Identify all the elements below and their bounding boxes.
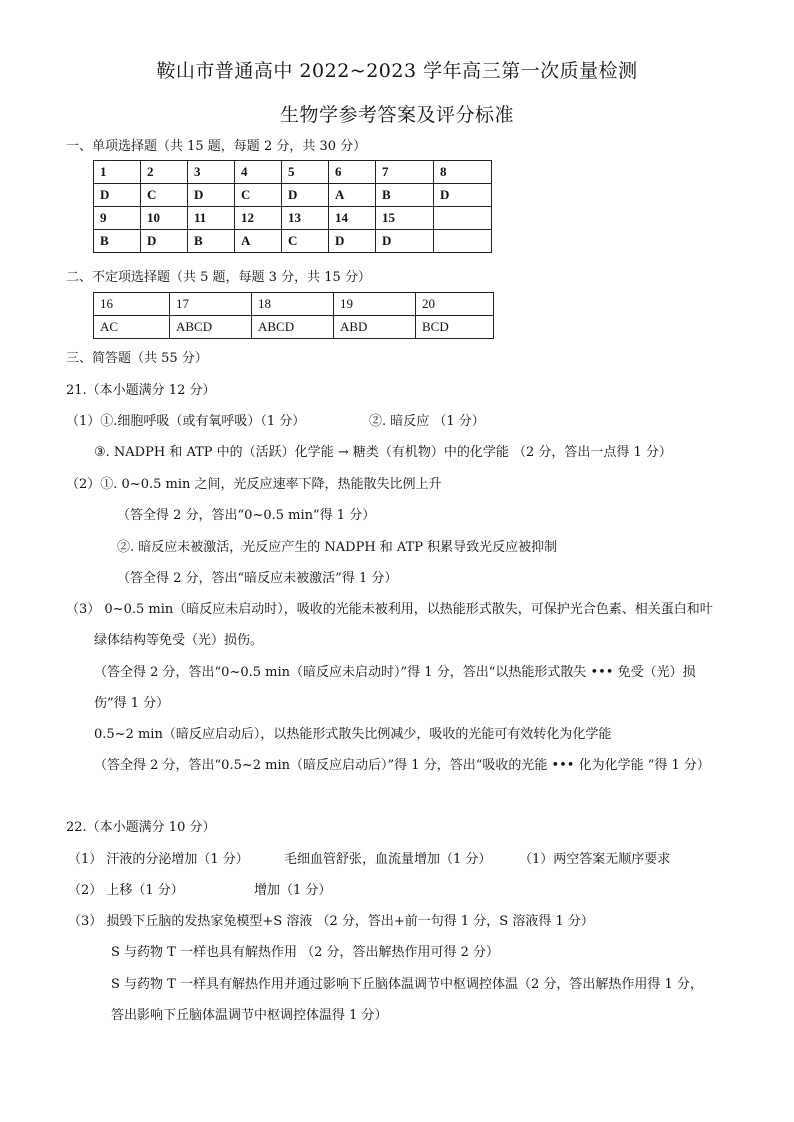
q22-answer-3-2: S 与药物 T 一样也具有解热作用 （2 分，答出解热作用可得 2 分） xyxy=(111,945,500,960)
table-cell: 16 xyxy=(94,293,170,316)
table-cell: 3 xyxy=(188,161,235,184)
table-cell: D xyxy=(329,230,376,253)
table-cell: 20 xyxy=(416,293,494,316)
page-title: 鞍山市普通高中 2022~2023 学年高三第一次质量检测 xyxy=(156,60,638,82)
q22-answer-1-1: （1） 汗液的分泌增加（1 分） xyxy=(68,852,249,867)
page-subtitle: 生物学参考答案及评分标准 xyxy=(279,104,514,126)
q21-answer-3-1-cont: 绿体结构等免受（光）损伤。 xyxy=(94,633,264,648)
table-cell: 9 xyxy=(94,207,141,230)
table-cell: D xyxy=(141,230,188,253)
table-cell: AC xyxy=(94,316,170,339)
table-cell xyxy=(434,230,492,253)
multiple-choice-answer-table xyxy=(93,292,494,339)
q22-answer-2-1: （2） 上移（1 分） xyxy=(68,883,184,898)
table-row xyxy=(94,293,494,316)
table-cell: 6 xyxy=(329,161,376,184)
table-row xyxy=(94,230,492,253)
table-cell: BCD xyxy=(416,316,494,339)
table-cell: D xyxy=(94,184,141,207)
table-cell: 5 xyxy=(282,161,329,184)
q21-answer-3-2: 0.5~2 min（暗反应启动后），以热能形式散失比例减少，吸收的光能可有效转化为化学能 xyxy=(94,727,612,742)
table-cell: 8 xyxy=(434,161,492,184)
table-cell: D xyxy=(434,184,492,207)
table-cell: ABD xyxy=(334,316,416,339)
q22-answer-2-2: 增加（1 分） xyxy=(254,883,332,898)
q21-answer-1-2: ②. 暗反应 （1 分） xyxy=(369,414,485,429)
q22-answer-1-2: 毛细血管舒张，血流量增加（1 分） xyxy=(284,852,492,867)
table-cell: B xyxy=(94,230,141,253)
single-choice-answer-table xyxy=(93,160,492,253)
table-cell: 10 xyxy=(141,207,188,230)
q22-answer-3-3-cont: 答出影响下丘脑体温调节中枢调控体温得 1 分） xyxy=(111,1008,388,1023)
q21-answer-1-1: （1）①.细胞呼吸（或有氧呼吸）（1 分） xyxy=(66,414,306,429)
q21-scoring-3-1-cont: 伤”得 1 分） xyxy=(94,696,170,711)
table-cell: C xyxy=(235,184,282,207)
section3-heading: 三、简答题（共 55 分） xyxy=(66,351,208,366)
q22-answer-3-3: S 与药物 T 一样具有解热作用并通过影响下丘脑体温调节中枢调控体温（2 分，答出解热作用得 1 分， xyxy=(111,977,703,992)
table-cell: D xyxy=(376,230,434,253)
table-cell: C xyxy=(282,230,329,253)
q21-answer-2-1: （2）①. 0~0.5 min 之间，光反应速率下降，热能散失比例上升 xyxy=(66,477,442,492)
section2-heading: 二、不定项选择题（共 5 题，每题 3 分，共 15 分） xyxy=(66,270,371,285)
q21-scoring-3-2: （答全得 2 分，答出“0.5~2 min（暗反应启动后）”得 1 分，答出“吸收的光能 ••• 化为化学能 ”得 1 分） xyxy=(94,758,710,773)
table-cell: B xyxy=(188,230,235,253)
table-cell: 11 xyxy=(188,207,235,230)
table-cell: B xyxy=(376,184,434,207)
q21-scoring-3-1: （答全得 2 分，答出“0~0.5 min（暗反应未启动时）”得 1 分，答出“以热能形式散失 ••• 免受（光）损 xyxy=(94,665,696,680)
table-cell: 18 xyxy=(252,293,334,316)
q21-answer-3-1: （3） 0~0.5 min（暗反应未启动时），吸收的光能未被利用，以热能形式散失，可保护光合色素、相关蛋白和叶 xyxy=(66,602,713,617)
table-cell: D xyxy=(282,184,329,207)
table-cell: ABCD xyxy=(252,316,334,339)
table-cell: 19 xyxy=(334,293,416,316)
table-cell: 15 xyxy=(376,207,434,230)
table-cell: A xyxy=(235,230,282,253)
table-cell xyxy=(434,207,492,230)
table-row xyxy=(94,207,492,230)
q21-scoring-2-1: （答全得 2 分，答出“0~0.5 min”得 1 分） xyxy=(117,508,376,523)
table-cell: 17 xyxy=(170,293,252,316)
table-cell: 13 xyxy=(282,207,329,230)
q21-scoring-2-2: （答全得 2 分，答出“暗反应未被激活”得 1 分） xyxy=(117,571,398,586)
question-21-heading: 21.（本小题满分 12 分） xyxy=(66,383,216,398)
table-cell: C xyxy=(141,184,188,207)
table-cell: D xyxy=(188,184,235,207)
table-row xyxy=(94,161,492,184)
table-cell: 2 xyxy=(141,161,188,184)
table-cell: 14 xyxy=(329,207,376,230)
section1-heading: 一、单项选择题（共 15 题，每题 2 分，共 30 分） xyxy=(66,139,367,154)
table-row xyxy=(94,184,492,207)
table-cell: 4 xyxy=(235,161,282,184)
q22-answer-3-1: （3） 损毁下丘脑的发热家兔模型+S 溶液 （2 分，答出+前一句得 1 分，S 溶液得 1 分） xyxy=(68,914,594,929)
table-cell: A xyxy=(329,184,376,207)
question-22-heading: 22.（本小题满分 10 分） xyxy=(66,820,216,835)
q21-answer-2-2: ②. 暗反应未被激活，光反应产生的 NADPH 和 ATP 积累导致光反应被抑制 xyxy=(117,540,558,555)
q22-note-1: （1）两空答案无顺序要求 xyxy=(519,852,671,867)
table-row xyxy=(94,316,494,339)
q21-answer-1-3: ③. NADPH 和 ATP 中的（活跃）化学能 → 糖类（有机物）中的化学能 （2 分，答出一点得 1 分） xyxy=(94,445,672,460)
table-cell: 12 xyxy=(235,207,282,230)
table-cell: ABCD xyxy=(170,316,252,339)
table-cell: 1 xyxy=(94,161,141,184)
table-cell: 7 xyxy=(376,161,434,184)
